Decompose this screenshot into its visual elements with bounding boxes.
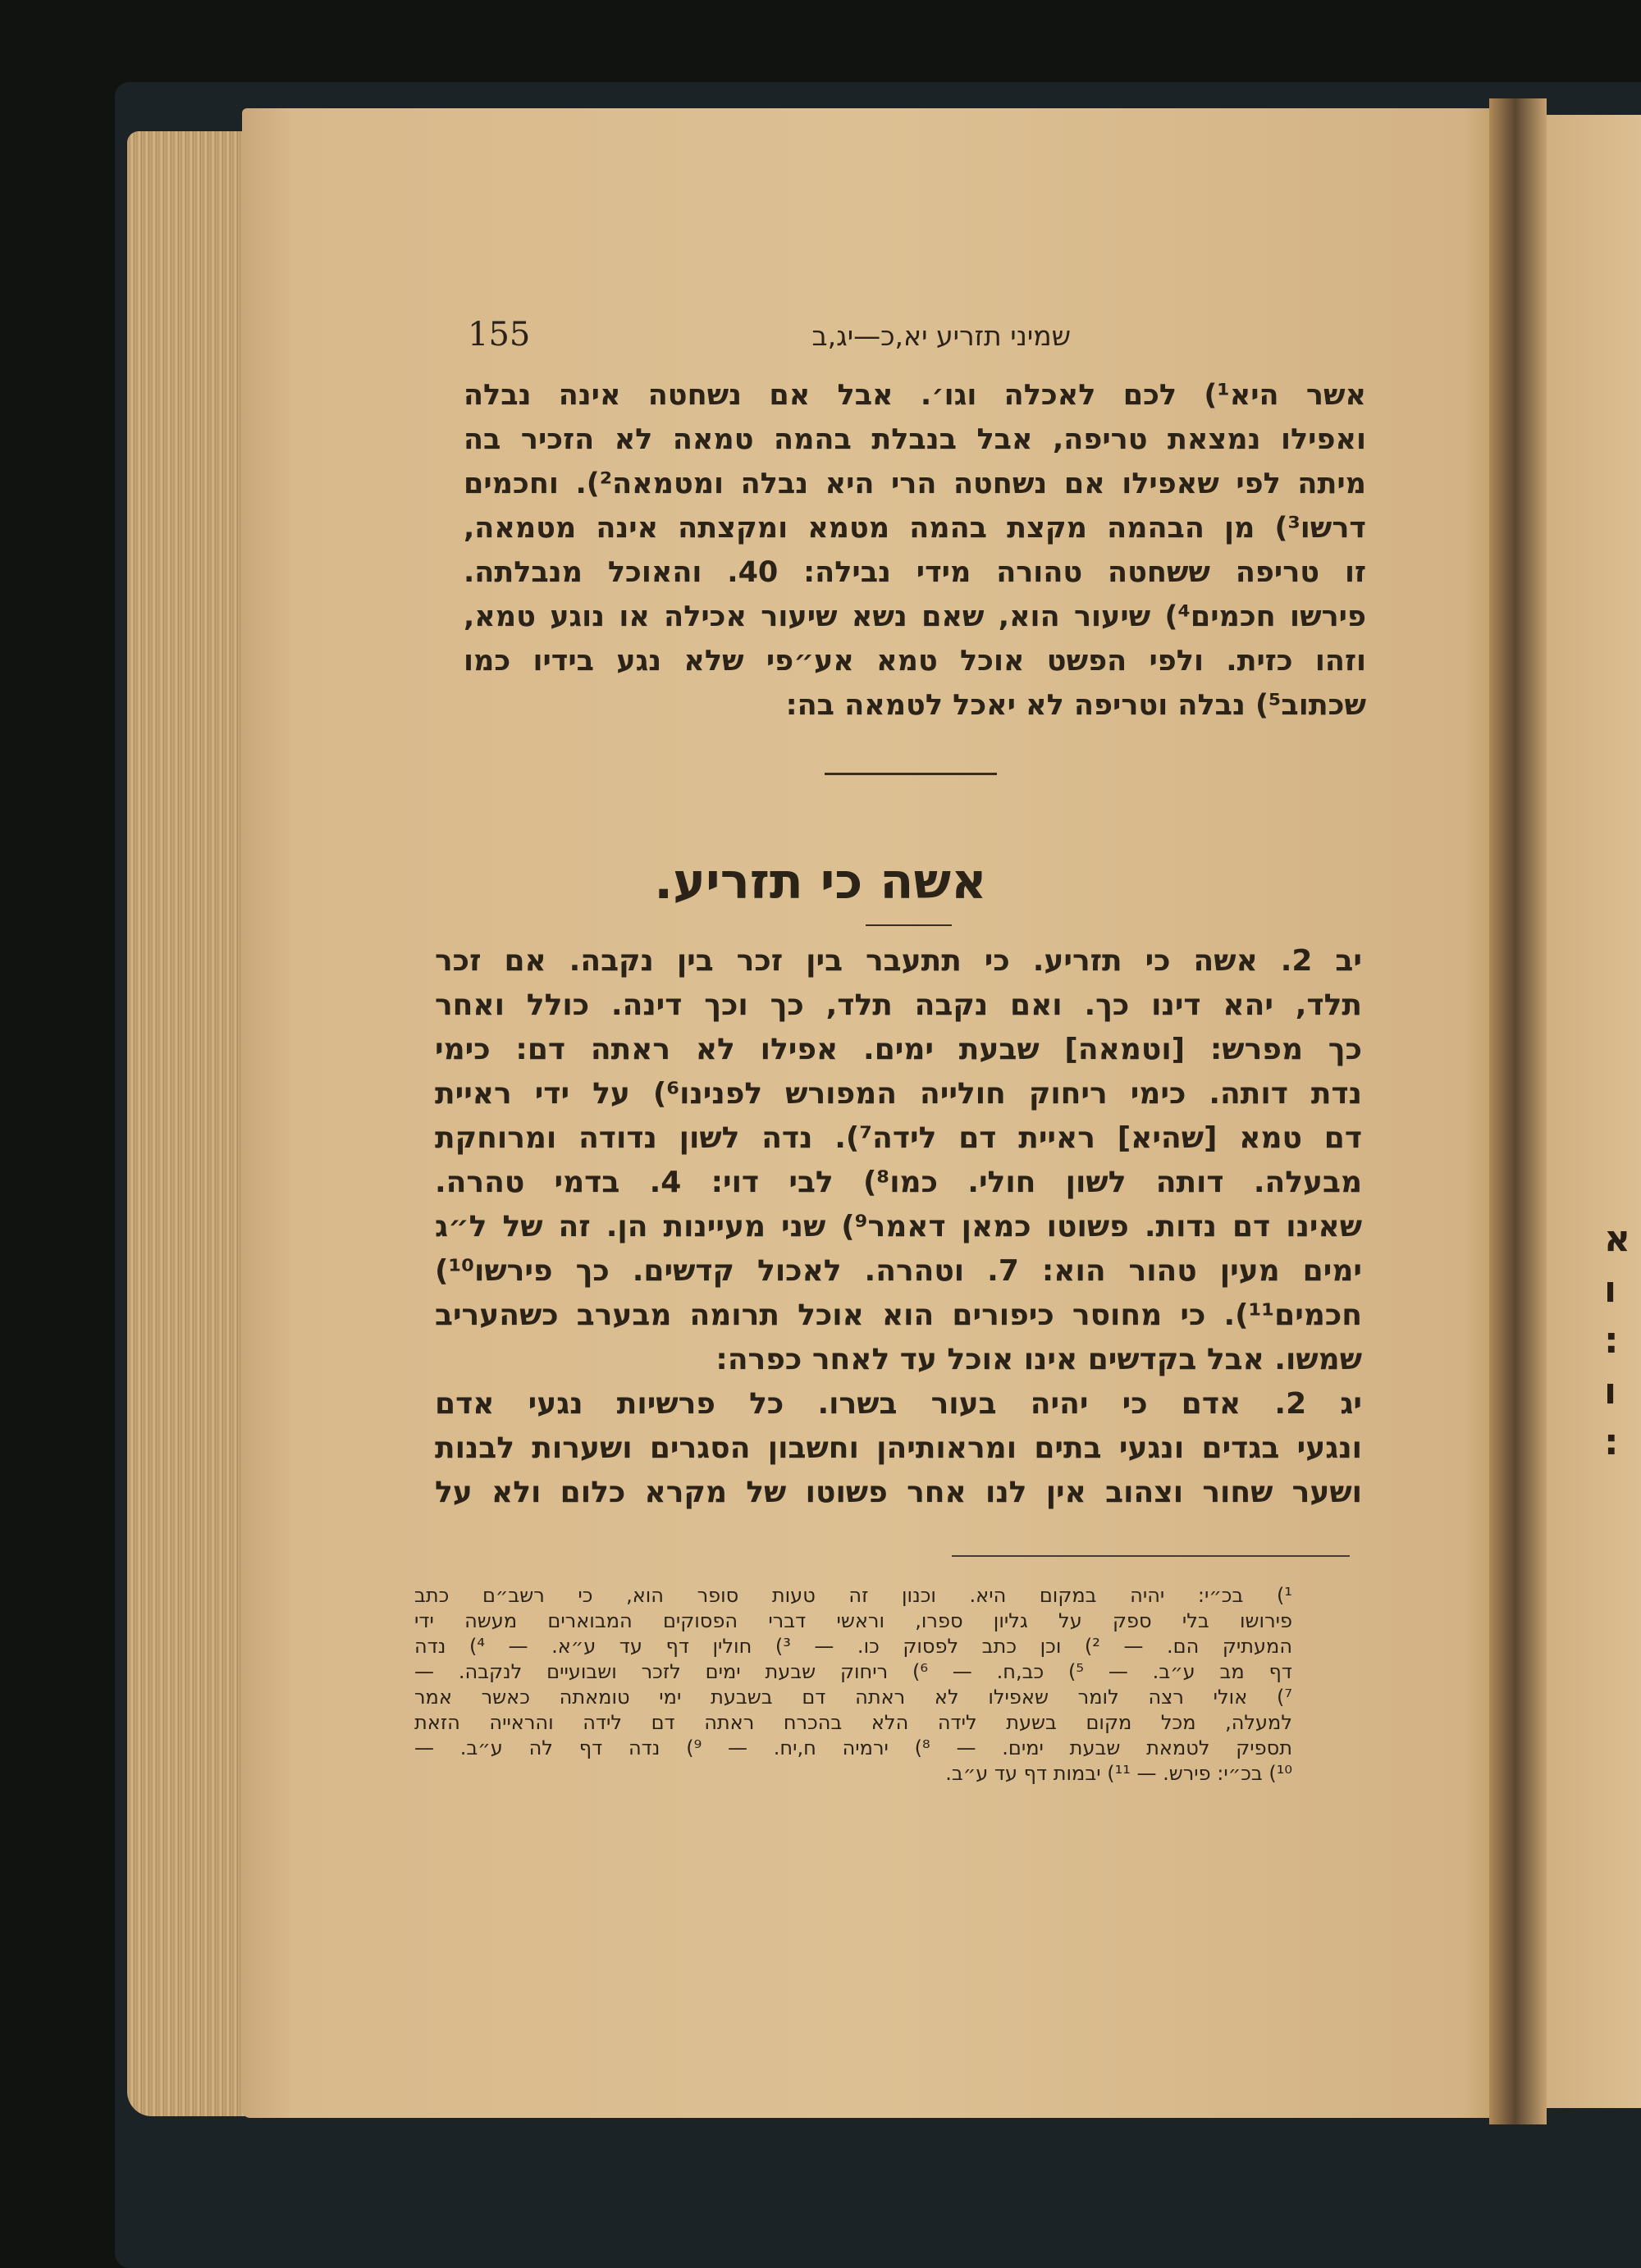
text-line: תלד, יהא דינו כך. ואם נקבה תלד, כך וכך דינה. כולל ואחר [435, 988, 1362, 1022]
facing-page-text-fragment [1604, 1214, 1641, 1805]
facing-glyph: : [1604, 1320, 1619, 1362]
section-divider [825, 773, 997, 775]
book-gutter [1489, 98, 1547, 2124]
text-line: זו טריפה ששחטה טהורה מידי נבילה: 40. והאוכל מנבלתה. [464, 556, 1366, 589]
text-line: מבעלה. דותה לשון חולי. כמו⁸) לבי דוי: 4. בדמי טהרה. [435, 1166, 1363, 1199]
text-line: דרשו³) מן הבהמה מקצת בהמה מטמא ומקצתה אינה מטמאה, [464, 512, 1366, 545]
footnote-line: ¹⁰) בכ״י: פירש. — ¹¹) יבמות דף עד ע״ב. [945, 1762, 1292, 1785]
text-line: כך מפרש: [וטמאה] שבעת ימים. אפילו לא ראתה דם: כימי [435, 1033, 1362, 1066]
text-line: שכתוב⁵) נבלה וטריפה לא יאכל לטמאה בה: [785, 689, 1366, 722]
text-line: פירשו חכמים⁴) שיעור הוא, שאם נשא שיעור אכילה או נוגע טמא, [464, 600, 1367, 633]
footnote-rule [952, 1555, 1350, 1557]
facing-glyph: : [1604, 1421, 1619, 1463]
facing-glyph: א [1604, 1218, 1631, 1260]
footnote-line: למעלה, מכל מקום בשעת לידה הלא בהכרח ראתה דם לידה והראייה הזאת [414, 1711, 1292, 1734]
facing-page [1534, 115, 1641, 2108]
text-line: אשר היא¹) לכם לאכלה וגו׳. אבל אם נשחטה אינה נבלה [464, 379, 1366, 412]
text-line: ושער שחור וצהוב אין לנו אחר פשוטו של מקרא כלום ולא על [435, 1476, 1362, 1509]
footnote-line: תספיק לטמאת שבעת ימים. — ⁸) ירמיה ח,יח. — ⁹) נדה דף לה ע״ב. — [414, 1736, 1293, 1759]
running-title: שמיני תזריע יא,כ—יג,ב [811, 320, 1071, 352]
text-line: ואפילו נמצאת טריפה, אבל בנבלת בהמה טמאה לא הזכיר בה [464, 423, 1366, 456]
text-line: מיתה לפי שאפילו אם נשחטה הרי היא נבלה ומטמאה²). וחכמים [464, 468, 1366, 500]
running-head [468, 316, 1071, 354]
text-line: דם טמא [שהיא] ראיית דם לידה⁷). נדה לשון נדודה ומרוחקת [435, 1121, 1362, 1155]
page-stack-edge [127, 131, 250, 2116]
facing-glyph: ו [1604, 1371, 1617, 1412]
text-line: שמשו. אבל בקדשים אינו אוכל עד לאחר כפרה: [715, 1343, 1362, 1376]
text-line: נדת דותה. כימי ריחוק חולייה המפורש לפנינו⁶) על ידי ראיית [435, 1077, 1362, 1111]
footnote-line: דף מב ע״ב. — ⁵) כב,ח. — ⁶) ריחוק שבעת ימים לזכר ושבועיים לנקבה. — [414, 1660, 1292, 1683]
footnote-line: פירושו בלי ספק על גליון ספרו, וראשי דברי הפסוקים המבוארים מעשה ידי [414, 1609, 1292, 1632]
text-line: יג 2. אדם כי יהיה בעור בשרו. כל פרשיות נגעי אדם [435, 1387, 1363, 1421]
text-line: חכמים¹¹). כי מחוסר כיפורים הוא אוכל תרומה מבערב כשהעריב [435, 1298, 1362, 1332]
title-underline [866, 924, 952, 926]
page-number: 155 [468, 316, 531, 354]
footnote-line: המעתיק הם. — ²) וכן כתב לפסוק כו. — ³) חולין דף עד ע״א. — ⁴) נדה [414, 1635, 1292, 1658]
footnote-line: ⁷) אולי רצה לומר שאפילו לא ראתה דם בשבעת ימי טומאתה כאשר אמר [414, 1686, 1292, 1709]
footnote-line: ¹) בכ״י: יהיה במקום היא. וכנון זה טעות סופר הוא, כי רשב״ם כתב [414, 1584, 1292, 1607]
text-line: ימים מעין טהור הוא: 7. וטהרה. לאכול קדשים. כך פירשו¹⁰) [435, 1254, 1362, 1288]
text-line: יב 2. אשה כי תזריע. כי תתעבר בין זכר בין נקבה. אם זכר [435, 944, 1362, 978]
section-title: אשה כי תזריע. [654, 853, 987, 910]
text-line: ונגעי בגדים ונגעי בתים ומראותיהן וחשבון הסגרים ושערות לבנות [435, 1431, 1362, 1465]
text-line: וזהו כזית. ולפי הפשט אוכל טמא אע״פי שלא נגע בידיו כמו [464, 645, 1366, 678]
facing-glyph: ו [1604, 1269, 1617, 1311]
text-line: שאינו דם נדות. פשוטו כמאן דאמר⁹) שני מעיינות הן. זה של ל״ג [435, 1210, 1363, 1244]
